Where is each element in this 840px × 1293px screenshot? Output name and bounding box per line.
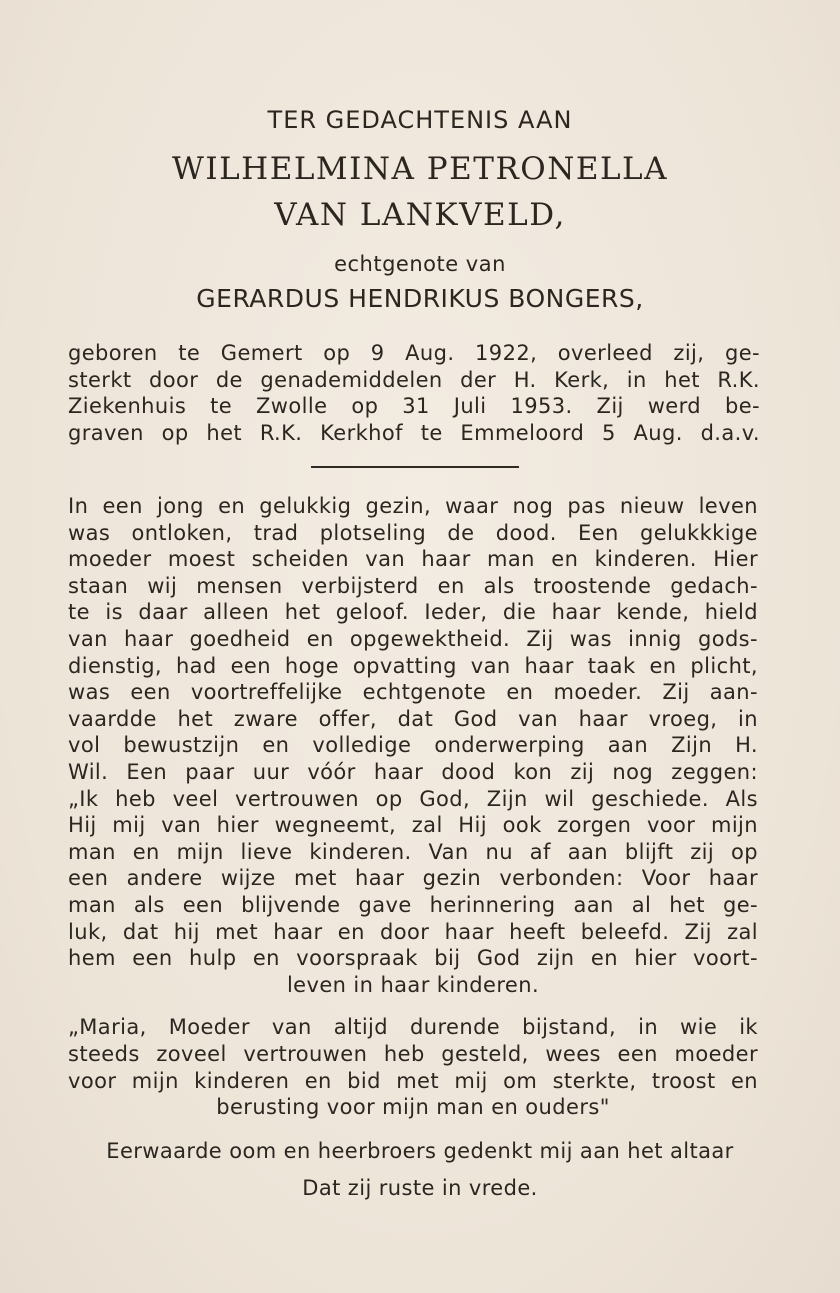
biography-line: graven op het R.K. Kerkhof te Emmeloord 5 Aug. d.a.v. bbox=[68, 421, 760, 446]
tribute-line: was ontloken, trad plotseling de dood. Een gelukkkige bbox=[68, 520, 758, 545]
tribute-line: In een jong en gelukkig gezin, waar nog pas nieuw leven bbox=[68, 494, 758, 518]
tribute-line: man als een blijvende gave herinnering aan al het ge- bbox=[68, 892, 758, 917]
prayer-last-line: berusting voor mijn man en ouders" bbox=[216, 1095, 610, 1120]
spouse-intro: echtgenote van bbox=[334, 252, 506, 276]
tribute-line: staan wij mensen verbijsterd en als troostende gedach- bbox=[68, 573, 758, 598]
prayer-line: steeds zoveel vertrouwen heb gesteld, wees een moeder bbox=[68, 1041, 758, 1066]
tribute-line: vaardde het zware offer, dat God van haar vroeg, in bbox=[68, 706, 758, 731]
deceased-name-line1: WILHELMINA PETRONELLA bbox=[171, 151, 669, 187]
biography-line: sterkt door de genademiddelen der H. Kerk, in het R.K. bbox=[68, 367, 760, 392]
tribute-line: Hij mij van hier wegneemt, zal Hij ook zorgen voor mijn bbox=[68, 813, 758, 838]
biography-line: Ziekenhuis te Zwolle op 31 Juli 1953. Zij werd be- bbox=[68, 394, 760, 419]
tribute-line: van haar goedheid en opgewektheid. Zij was innig gods- bbox=[68, 626, 758, 651]
tribute-line: man en mijn lieve kinderen. Van nu af aan blijft zij op bbox=[68, 839, 758, 864]
tribute-line: vol bewustzijn en volledige onderwerping aan Zijn H. bbox=[68, 733, 758, 758]
closing-blessing: Dat zij ruste in vrede. bbox=[302, 1176, 538, 1200]
tribute-line: hem een hulp en voorspraak bij God zijn en hier voort- bbox=[68, 946, 758, 971]
prayer-line: voor mijn kinderen en bid met mij om sterkte, troost en bbox=[68, 1068, 758, 1093]
closing-request: Eerwaarde oom en heerbroers gedenkt mij aan het altaar bbox=[106, 1139, 734, 1163]
tribute-line: „Ik heb veel vertrouwen op God, Zijn wil geschiede. Als bbox=[68, 786, 758, 811]
tribute-line: luk, dat hij met haar en door haar heeft beleefd. Zij zal bbox=[68, 919, 758, 944]
tribute-line: te is daar alleen het geloof. Ieder, die haar kende, hield bbox=[68, 600, 758, 625]
spouse-name: GERARDUS HENDRIKUS BONGERS, bbox=[196, 284, 644, 313]
tribute-paragraph bbox=[68, 493, 758, 998]
section-divider bbox=[311, 466, 519, 468]
tribute-line: was een voortreffelijke echtgenote en moeder. Zij aan- bbox=[68, 680, 758, 705]
tribute-line: dienstig, had een hoge opvatting van haar taak en plicht, bbox=[68, 653, 758, 678]
dedication-heading: TER GEDACHTENIS AAN bbox=[267, 106, 573, 134]
deceased-name-line2: VAN LANKVELD, bbox=[274, 197, 566, 233]
tribute-line: Wil. Een paar uur vóór haar dood kon zij nog zeggen: bbox=[68, 759, 758, 784]
biography-paragraph bbox=[68, 340, 760, 447]
tribute-line: moeder moest scheiden van haar man en kinderen. Hier bbox=[68, 547, 758, 572]
prayer-paragraph bbox=[68, 1014, 758, 1121]
biography-line: geboren te Gemert op 9 Aug. 1922, overleed zij, ge- bbox=[68, 341, 760, 365]
tribute-last-line: leven in haar kinderen. bbox=[286, 972, 540, 997]
tribute-line: een andere wijze met haar gezin verbonden: Voor haar bbox=[68, 866, 758, 891]
prayer-line: „Maria, Moeder van altijd durende bijstand, in wie ik bbox=[68, 1015, 758, 1039]
